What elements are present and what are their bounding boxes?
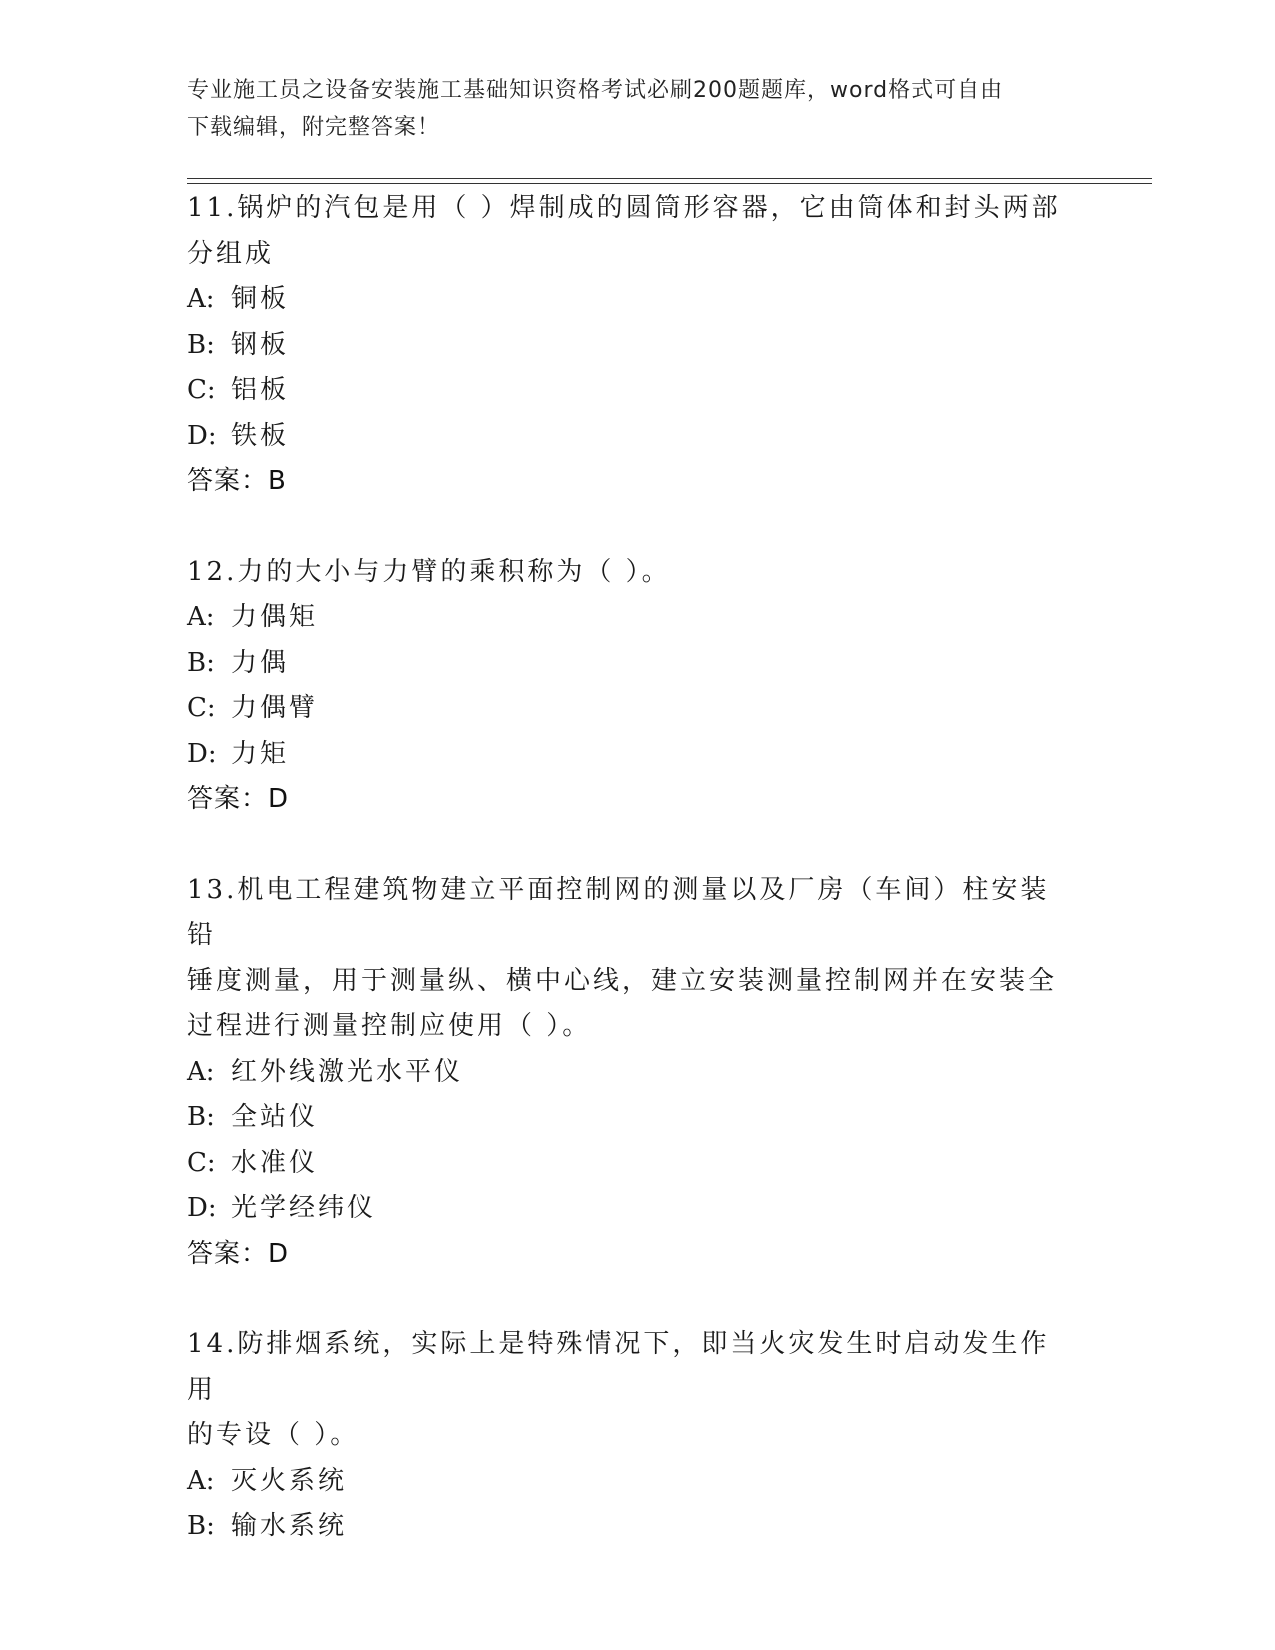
question-list [187,186,1067,1595]
option-text: 红外线激光水平仪 [231,1056,464,1087]
option-key: A: [187,1465,215,1496]
question-stem-line: 分组成 [187,238,275,269]
answer-option [187,1459,1067,1505]
answer-option [187,595,1067,641]
option-key: C: [187,693,216,723]
option-text: 力偶 [231,647,290,678]
option-key: C: [187,1147,216,1178]
question-stem-line: 11.锅炉的汽包是用（ ）焊制成的圆筒形容器，它由筒体和封头两部 [187,193,1061,223]
option-key: B: [187,329,215,360]
header-divider-top [187,178,1152,179]
option-key: D: [187,420,217,451]
option-text: 灭火系统 [231,1465,348,1496]
answer-option [187,1504,1067,1550]
option-text: 全站仪 [231,1102,319,1132]
option-key: D: [187,738,217,769]
question-stem-line: 锤度测量，用于测量纵、横中心线，建立安装测量控制网并在安装全 [187,965,1058,996]
option-key: A: [187,284,215,314]
option-text: 铁板 [231,420,290,451]
question-stem-line: 的专设（ ）。 [187,1420,360,1450]
answer-option [187,732,1067,778]
option-key: B: [187,647,215,678]
option-text: 力偶矩 [231,602,319,632]
option-text: 力矩 [231,738,290,769]
option-key: B: [187,1511,215,1541]
option-text: 水准仪 [231,1147,319,1178]
question-block [187,550,1067,823]
header-line-2: 下载编辑，附完整答案！ [187,115,441,140]
answer-option [187,368,1067,414]
answer-line: 答案：D [187,784,290,814]
answer-option [187,277,1067,323]
option-key: A: [187,602,215,632]
question-stem-line: 13.机电工程建筑物建立平面控制网的测量以及厂房（车间）柱安装铅 [187,874,1050,950]
question-stem-line: 过程进行测量控制应使用（ ）。 [187,1011,592,1041]
option-text: 光学经纬仪 [231,1193,377,1223]
answer-option [187,1095,1067,1141]
answer-option [187,641,1067,687]
option-key: A: [187,1056,215,1087]
answer-option [187,414,1067,460]
header-line-1: 专业施工员之设备安装施工基础知识资格考试必刷200题题库，word格式可自由 [187,78,1004,103]
question-block [187,186,1067,505]
question-block [187,868,1067,1278]
answer-line: 答案：B [187,466,287,496]
answer-line: 答案：D [187,1238,290,1269]
answer-option [187,1050,1067,1096]
answer-option [187,1186,1067,1232]
option-text: 输水系统 [231,1511,348,1541]
option-key: B: [187,1102,215,1132]
option-text: 铜板 [231,284,290,314]
option-key: D: [187,1193,217,1223]
answer-option [187,1141,1067,1187]
header-divider-bottom [187,183,1152,184]
option-key: C: [187,375,216,405]
option-text: 钢板 [231,329,290,360]
question-stem-line: 14.防排烟系统，实际上是特殊情况下，即当火灾发生时启动发生作用 [187,1329,1050,1405]
option-text: 力偶臂 [231,693,319,723]
question-stem-line: 12.力的大小与力臂的乘积称为（ ）。 [187,556,671,587]
option-text: 铝板 [231,375,290,405]
question-block [187,1322,1067,1550]
document-header [187,72,1067,146]
answer-option [187,686,1067,732]
answer-option [187,323,1067,369]
